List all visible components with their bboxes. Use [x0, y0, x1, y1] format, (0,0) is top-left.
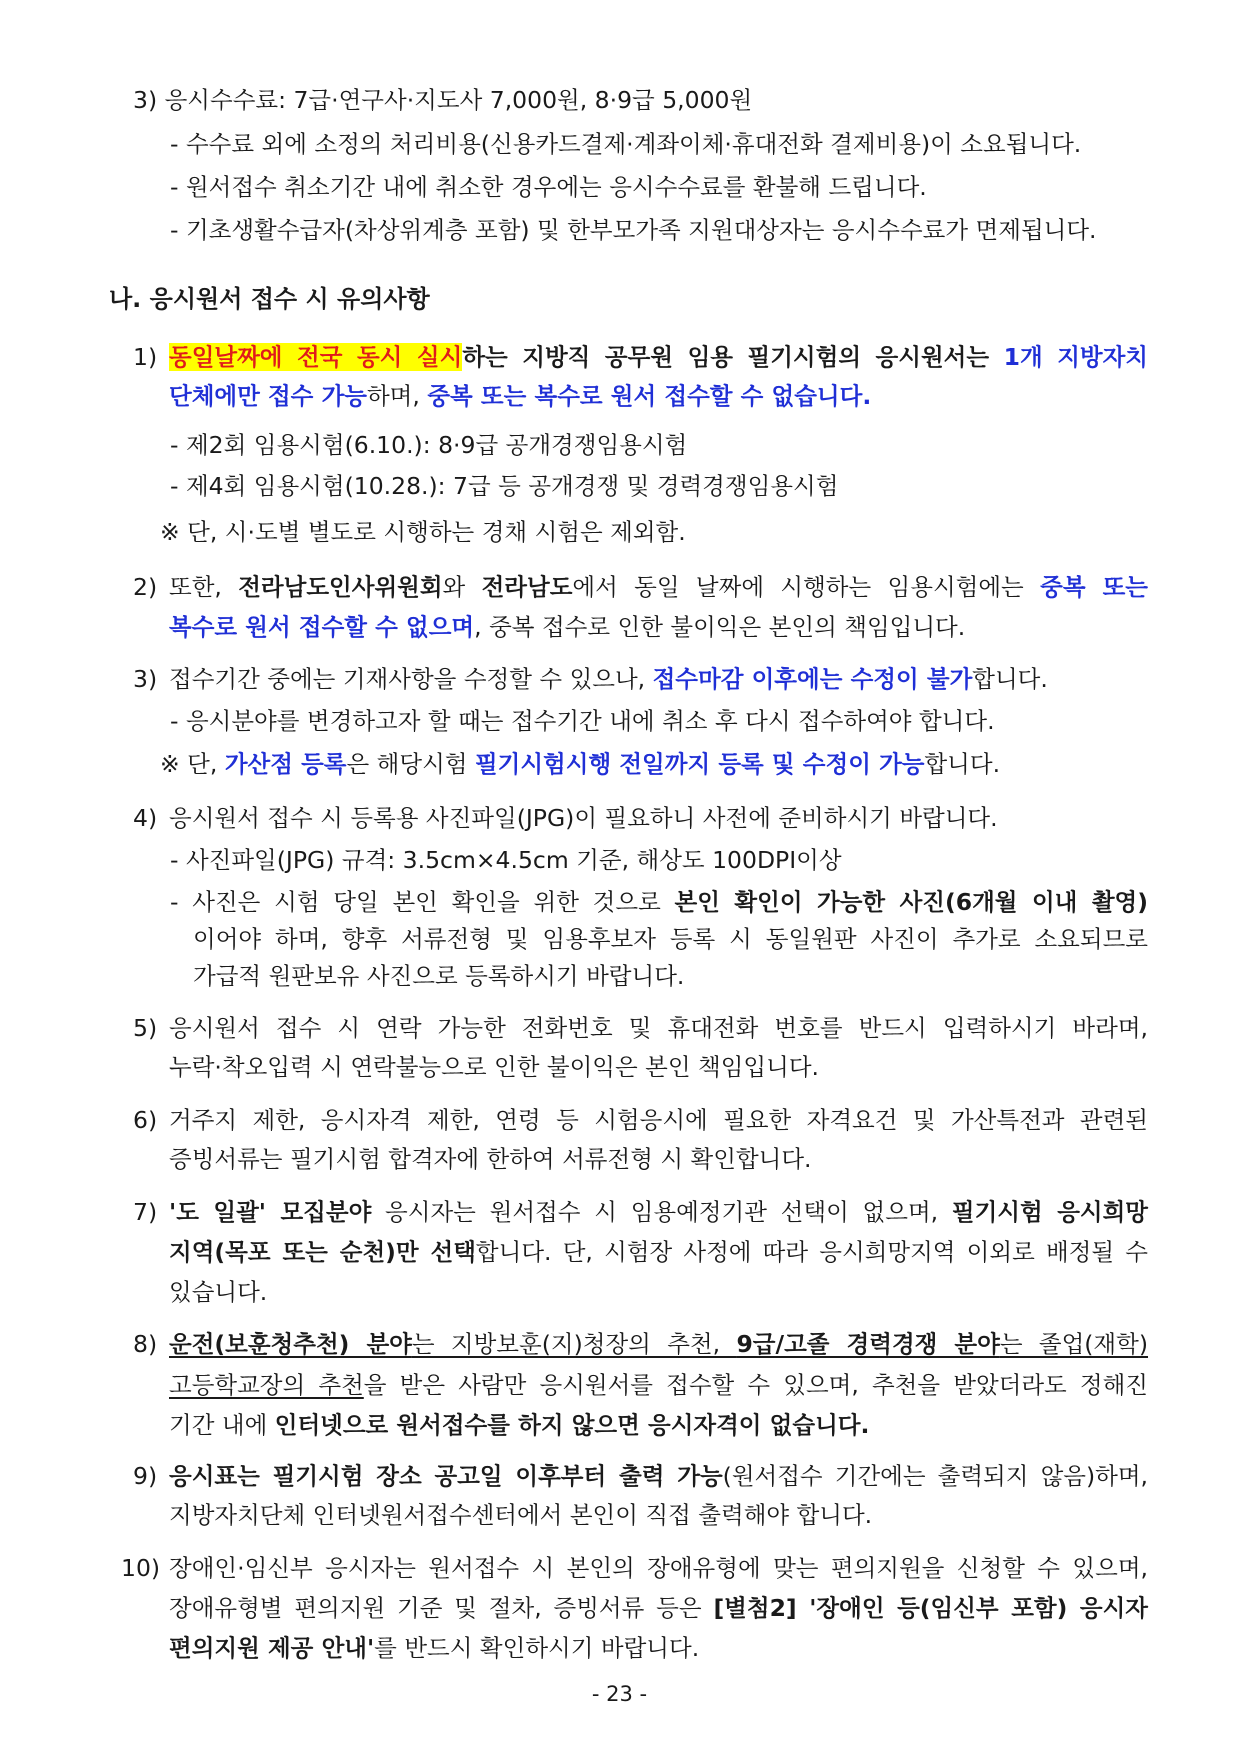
item4-bullet2-line3: 가급적 원판보유 사진으로 등록하시기 바랍니다. — [193, 962, 685, 990]
item6-line2: 증빙서류는 필기시험 합격자에 한하여 서류전형 시 확인합니다. — [169, 1145, 812, 1173]
item3-note: ※ 단, 가산점 등록은 해당시험 필기시험시행 전일까지 등록 및 수정이 가능합니다. — [160, 750, 1001, 778]
item2-line1: 또한, 전라남도인사위원회와 전라남도에서 동일 날짜에 시행하는 임용시험에는 중복 또는 — [169, 573, 1148, 601]
item7-line3: 있습니다. — [169, 1278, 268, 1306]
item-number: 5) — [133, 1014, 158, 1042]
item9-line2: 지방자치단체 인터넷원서접수센터에서 본인이 직접 출력해야 합니다. — [169, 1501, 873, 1529]
item4-bullet2-line2: 이어야 하며, 향후 서류전형 및 임용후보자 등록 시 동일원판 사진이 추가로 소요되므로 — [193, 925, 1148, 953]
item-number: 10) — [121, 1554, 161, 1582]
item-number: 7) — [133, 1198, 158, 1226]
item10-line3: 편의지원 제공 안내'를 반드시 확인하시기 바랍니다. — [169, 1634, 700, 1662]
item-number: 8) — [133, 1330, 158, 1358]
item1-bullet: - 제4회 임용시험(10.28.): 7급 등 공개경쟁 및 경력경쟁임용시험 — [170, 472, 839, 500]
item-number: 1) — [133, 343, 158, 371]
item8-line2: 고등학교장의 추천을 받은 사람만 응시원서를 접수할 수 있으며, 추천을 받았더라도 정해진 — [169, 1371, 1149, 1399]
section-title: 나. 응시원서 접수 시 유의사항 — [109, 285, 430, 313]
item1-note: ※ 단, 시·도별 별도로 시행하는 경채 시험은 제외함. — [160, 518, 686, 546]
fee-bullet: - 원서접수 취소기간 내에 취소한 경우에는 응시수수료를 환불해 드립니다. — [170, 173, 927, 201]
item-number: 2) — [133, 573, 158, 601]
item5-line2: 누락·착오입력 시 연락불능으로 인한 불이익은 본인 책임입니다. — [169, 1053, 819, 1081]
item2-line2: 복수로 원서 접수할 수 없으며, 중복 접수로 인한 불이익은 본인의 책임입니다. — [169, 613, 966, 641]
item6-line1: 거주지 제한, 응시자격 제한, 연령 등 시험응시에 필요한 자격요건 및 가산특전과 관련된 — [169, 1106, 1148, 1134]
item8-line1: 운전(보훈청추천) 분야는 지방보훈(지)청장의 추천, 9급/고졸 경력경쟁 분야는 졸업(재학) — [169, 1330, 1149, 1358]
item1-line1: 동일날짜에 전국 동시 실시하는 지방직 공무원 임용 필기시험의 응시원서는 1개 지방자치 — [169, 343, 1149, 371]
item7-line1: '도 일괄' 모집분야 응시자는 원서접수 시 임용예정기관 선택이 없으며, 필기시험 응시희망 — [169, 1198, 1149, 1226]
item-number: 6) — [133, 1106, 158, 1134]
item4-bullet2-line1: - 사진은 시험 당일 본인 확인을 위한 것으로 본인 확인이 가능한 사진(6개월 이내 촬영) — [170, 888, 1148, 916]
fee-bullet: - 수수료 외에 소정의 처리비용(신용카드결제·계좌이체·휴대전화 결제비용)이 소요됩니다. — [170, 130, 1082, 158]
fee-bullet: - 기초생활수급자(차상위계층 포함) 및 한부모가족 지원대상자는 응시수수료가 면제됩니다. — [170, 216, 1097, 244]
item10-line1: 장애인·임신부 응시자는 원서접수 시 본인의 장애유형에 맞는 편의지원을 신청할 수 있으며, — [169, 1554, 1148, 1582]
highlighted-text: 동일날짜에 전국 동시 실시 — [169, 343, 463, 371]
item10-line2: 장애유형별 편의지원 기준 및 절차, 증빙서류 등은 [별첨2] '장애인 등(임신부 포함) 응시자 — [169, 1594, 1149, 1622]
item4-line1: 응시원서 접수 시 등록용 사진파일(JPG)이 필요하니 사전에 준비하시기 바랍니다. — [169, 804, 998, 832]
item5-line1: 응시원서 접수 시 연락 가능한 전화번호 및 휴대전화 번호를 반드시 입력하시기 바라며, — [169, 1014, 1148, 1042]
item4-bullet: - 사진파일(JPG) 규격: 3.5cm×4.5cm 기준, 해상도 100DPI이상 — [170, 846, 842, 874]
item1-bullet: - 제2회 임용시험(6.10.): 8·9급 공개경쟁임용시험 — [170, 431, 688, 459]
item3-line1: 접수기간 중에는 기재사항을 수정할 수 있으나, 접수마감 이후에는 수정이 불가합니다. — [169, 665, 1048, 693]
item9-line1: 응시표는 필기시험 장소 공고일 이후부터 출력 가능(원서접수 기간에는 출력되지 않음)하며, — [169, 1462, 1149, 1490]
fee-title: 3) 응시수수료: 7급·연구사·지도사 7,000원, 8·9급 5,000원 — [133, 86, 753, 114]
page-number: - 23 - — [591, 1682, 648, 1706]
item1-line2: 단체에만 접수 가능하며, 중복 또는 복수로 원서 접수할 수 없습니다. — [169, 382, 872, 410]
item7-line2: 지역(목포 또는 순천)만 선택합니다. 단, 시험장 사정에 따라 응시희망지역 이외로 배정될 수 — [169, 1238, 1148, 1266]
item8-line3: 기간 내에 인터넷으로 원서접수를 하지 않으면 응시자격이 없습니다. — [169, 1411, 870, 1439]
item-number: 4) — [133, 804, 158, 832]
item3-bullet: - 응시분야를 변경하고자 할 때는 접수기간 내에 취소 후 다시 접수하여야 합니다. — [170, 707, 995, 735]
item-number: 9) — [133, 1462, 158, 1490]
item-number: 3) — [133, 665, 158, 693]
